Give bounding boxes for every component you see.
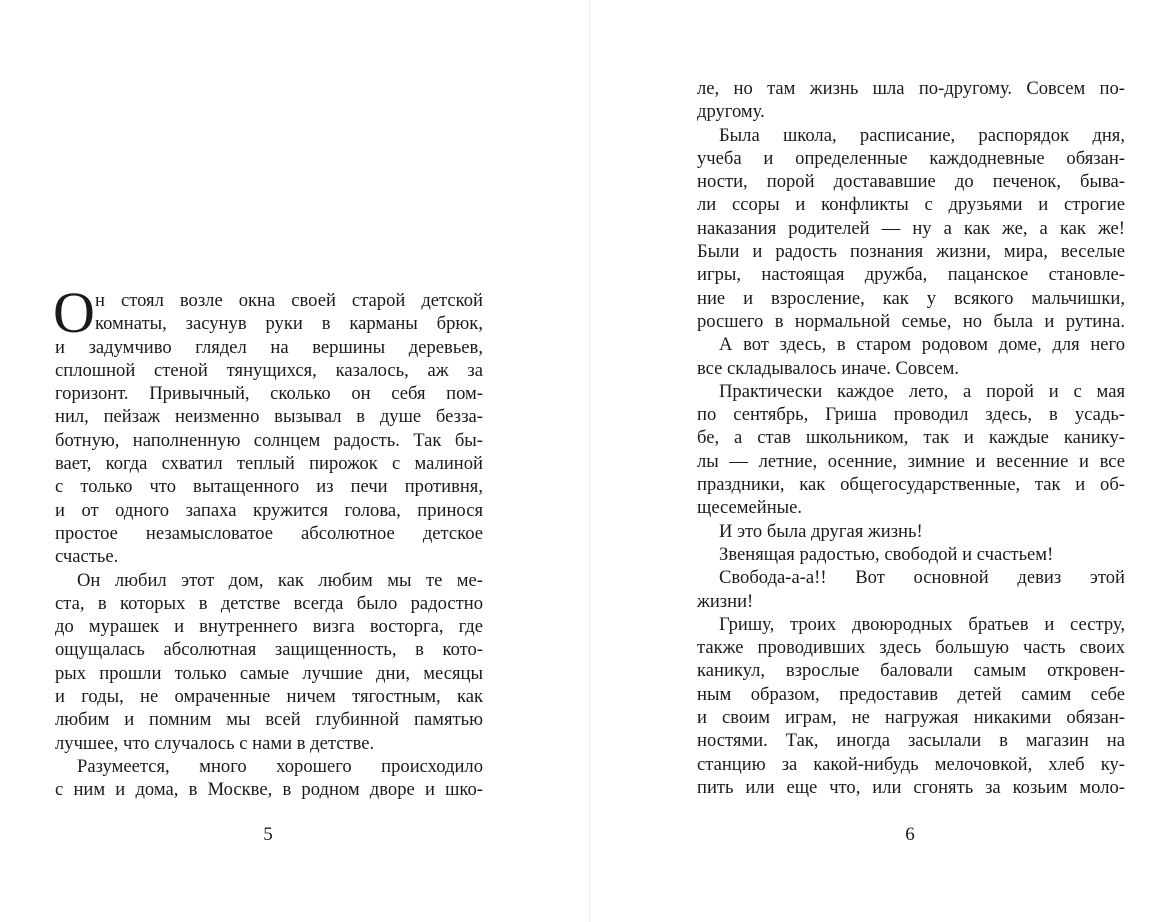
text-line: Практически каждое лето, а порой и с мая xyxy=(719,380,1125,402)
text-line: рых прошли только самые лучшие дни, месяцы xyxy=(55,662,483,684)
text-line: вает, когда схватил теплый пирожок с малиной xyxy=(55,453,483,475)
text-line: другому. xyxy=(697,101,765,123)
page-right-text xyxy=(697,77,1125,799)
text-line: ние и взросление, как у всякого мальчишки, xyxy=(697,287,1125,309)
text-line: Звенящая радостью, свободой и счастьем! xyxy=(719,543,1054,565)
text-line: Была школа, расписание, распорядок дня, xyxy=(719,124,1125,146)
text-line: каникул, взрослые баловали самым откровен- xyxy=(697,660,1125,682)
text-line: с только что вытащенного из печи противня, xyxy=(55,476,483,498)
page-number-left: 5 xyxy=(263,824,273,845)
text-line: ным образом, предоставив детей самим себе xyxy=(697,683,1125,705)
text-line: лучшее, что случалось с нами в детстве. xyxy=(55,732,375,754)
text-line: и от одного запаха кружится голова, принося xyxy=(55,499,483,521)
text-line: ле, но там жизнь шла по-другому. Совсем по- xyxy=(697,78,1125,99)
text-line: жизни! xyxy=(697,590,754,612)
text-line: лы — летние, осенние, зимние и весенние и все xyxy=(697,450,1125,472)
text-line: с ним и дома, в Москве, в родном дворе и шко- xyxy=(55,779,483,801)
text-line: по сентябрь, Гриша проводил здесь, в усадь- xyxy=(697,404,1125,426)
text-line: ощущалась абсолютная защищенность, в кото- xyxy=(55,639,483,661)
text-line: также проводивших здесь большую часть своих xyxy=(697,637,1125,659)
text-line: станцию за какой-нибудь мелочовкой, хлеб ку- xyxy=(697,753,1125,775)
text-line: ботную, наполненную солнцем радость. Так бы- xyxy=(55,429,483,451)
text-line: комнаты, засунув руки в карманы брюк, xyxy=(95,313,483,335)
text-line: игры, настоящая дружба, пацанское становле- xyxy=(697,264,1125,286)
text-line: Разумеется, много хорошего происходило xyxy=(77,755,483,777)
page-number-right: 6 xyxy=(905,824,915,845)
text-line: росшего в нормальной семье, но была и рутина. xyxy=(697,310,1125,332)
text-line: до мурашек и внутреннего визга восторга, где xyxy=(55,616,483,638)
text-line: Гришу, троих двоюродных братьев и сестру, xyxy=(719,613,1125,635)
text-line: пить или еще что, или сгонять за козьим моло- xyxy=(697,776,1125,798)
text-line: праздники, как общегосударственные, так и об- xyxy=(697,474,1125,496)
text-line: нил, пейзаж неизменно вызывал в душе безза- xyxy=(55,406,483,428)
text-line: А вот здесь, в старом родовом доме, для него xyxy=(719,334,1125,356)
text-line: учеба и определенные каждодневные обязан- xyxy=(697,147,1125,169)
text-line: н стоял возле окна своей старой детской xyxy=(95,290,483,311)
text-line: простое незамысловатое абсолютное детское xyxy=(55,522,483,544)
text-line: сплошной стеной тянущихся, казалось, аж за xyxy=(55,359,483,381)
text-line: и своим играм, не нагружая никакими обязан- xyxy=(697,707,1125,729)
text-line: И это была другая жизнь! xyxy=(719,520,923,542)
text-line: горизонт. Привычный, сколько он себя пом- xyxy=(55,383,483,405)
text-line: наказания родителей — ну а как же, а как же! xyxy=(697,217,1125,239)
page-left-text xyxy=(53,280,483,802)
text-line: Он любил этот дом, как любим мы те ме- xyxy=(77,569,483,591)
text-line: Были и радость познания жизни, мира, веселые xyxy=(697,241,1125,263)
text-line: и годы, не омраченные ничем тягостным, как xyxy=(55,686,483,708)
text-line: все складывалось иначе. Совсем. xyxy=(697,357,960,379)
text-line: Свобода-а-а!! Вот основной девиз этой xyxy=(719,567,1125,589)
text-line: щесемейные. xyxy=(697,497,803,519)
text-line: ли ссоры и конфликты с друзьями и строгие xyxy=(697,194,1125,216)
text-line: и задумчиво глядел на вершины деревьев, xyxy=(55,336,483,358)
book-gutter xyxy=(589,0,590,922)
text-line: бе, а став школьником, так и каждые канику- xyxy=(697,427,1125,449)
text-line: любим и помним мы всей глубинной памятью xyxy=(55,709,483,731)
text-line: ностями. Так, иногда засылали в магазин на xyxy=(697,730,1125,752)
drop-cap: О xyxy=(53,280,95,345)
text-line: ста, в которых в детстве всегда было радостно xyxy=(55,592,483,614)
text-line: счастье. xyxy=(55,546,119,568)
text-line: ности, порой достававшие до печенок, быва- xyxy=(697,171,1125,193)
